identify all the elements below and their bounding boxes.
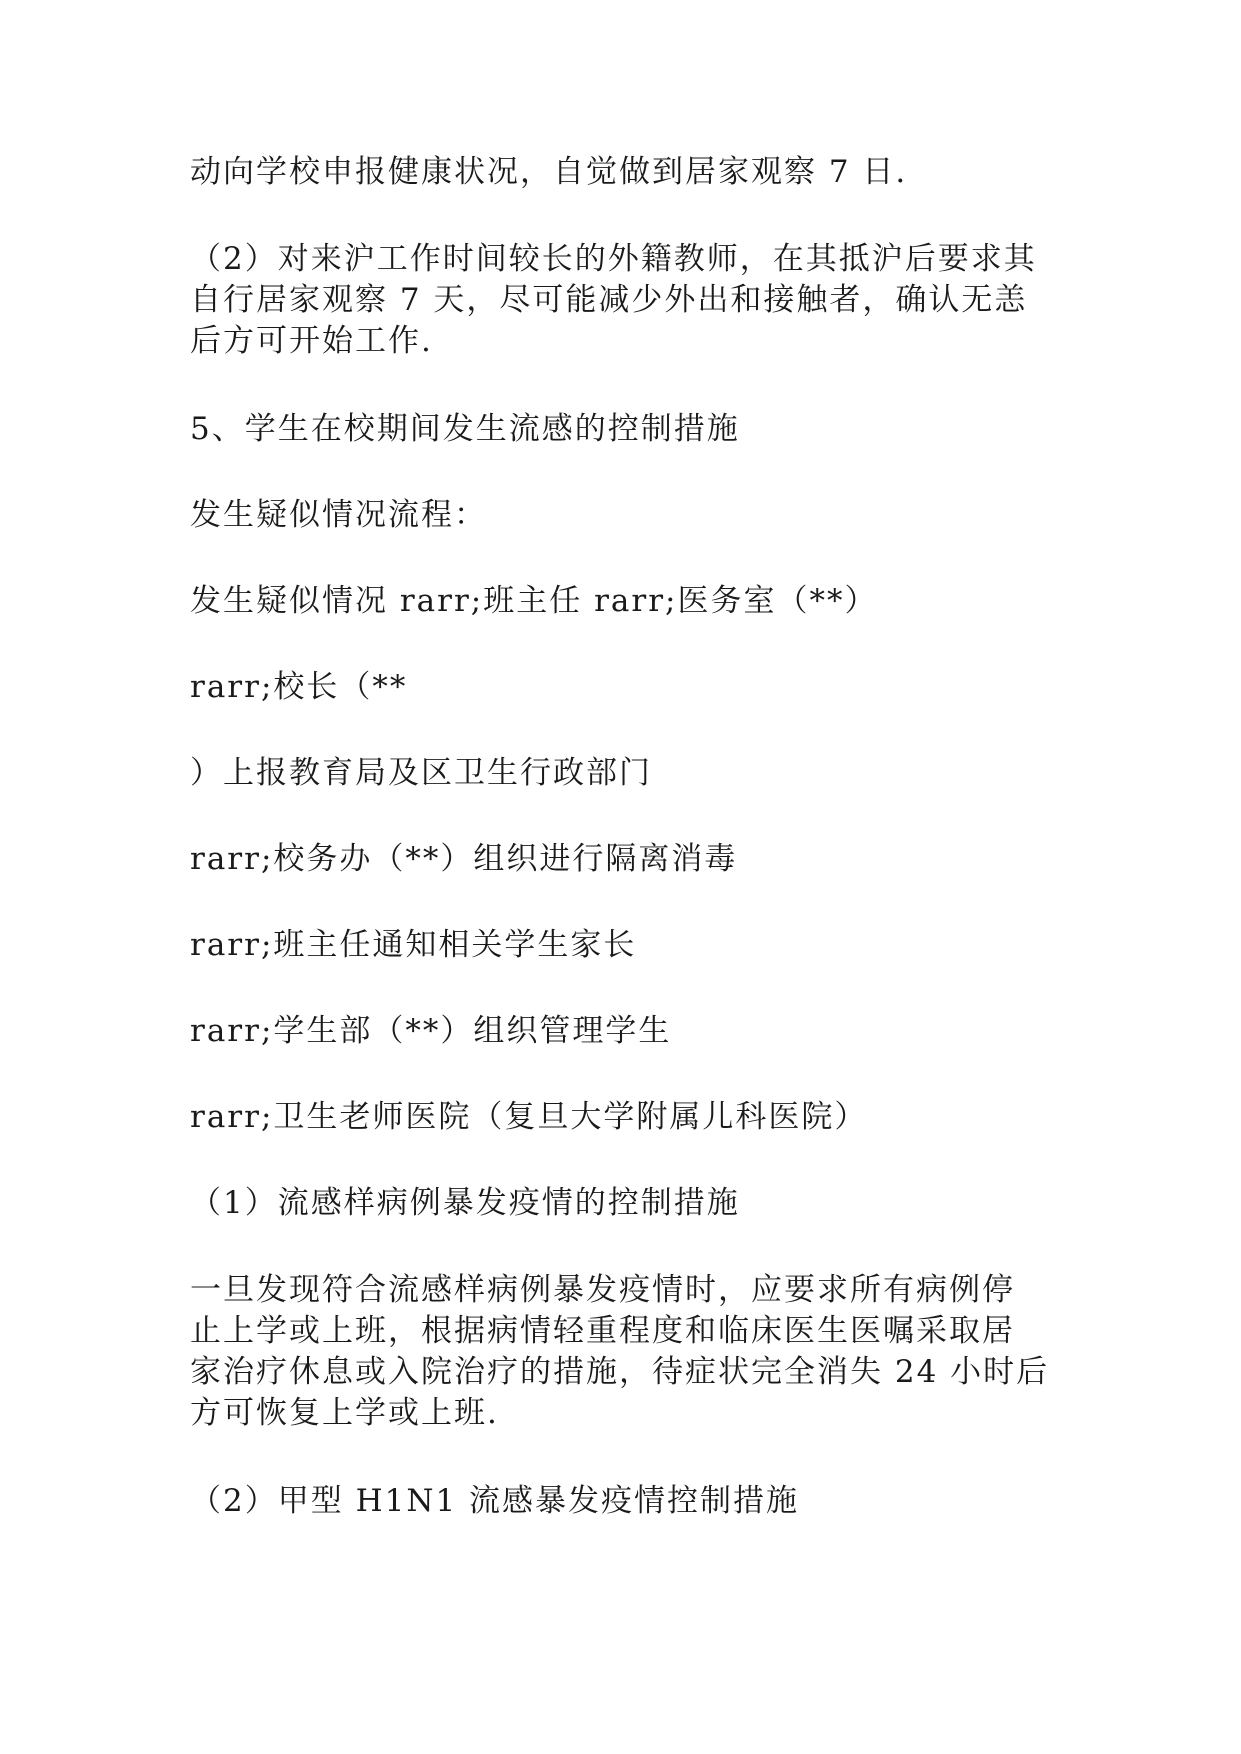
process-step-disinfection: rarr;校务办（**）组织进行隔离消毒 — [190, 841, 738, 877]
subsection-heading-h1n1-outbreak: （2）甲型 H1N1 流感暴发疫情控制措施 — [190, 1483, 800, 1519]
paragraph-foreign-teachers: （2）对来沪工作时间较长的外籍教师，在其抵沪后要求其 自行居家观察 7 天，尽可能减少外出和接触者，确认无恙 后方可开始工作. — [190, 241, 1037, 359]
process-step-hospital: rarr;卫生老师医院（复旦大学附属儿科医院） — [190, 1099, 868, 1135]
paragraph-suspected-process-heading: 发生疑似情况流程： — [190, 497, 487, 533]
process-step-notify-parents: rarr;班主任通知相关学生家长 — [190, 927, 637, 963]
paragraph-home-observation: 动向学校申报健康状况，自觉做到居家观察 7 日. — [190, 154, 908, 190]
paragraph-ili-outbreak-measures: 一旦发现符合流感样病例暴发疫情时，应要求所有病例停 止上学或上班，根据病情轻重程度和临床医生医嘱采取居 家治疗休息或入院治疗的措施，待症状完全消失 24 小时后 方可恢复上学或上班. — [190, 1272, 1050, 1431]
process-step-principal: rarr;校长（** — [190, 669, 408, 705]
process-step-student-department: rarr;学生部（**）组织管理学生 — [190, 1013, 672, 1049]
process-step-report-bureau: ）上报教育局及区卫生行政部门 — [190, 755, 652, 791]
section-heading-flu-control: 5、学生在校期间发生流感的控制措施 — [190, 411, 740, 447]
subsection-heading-ili-outbreak: （1）流感样病例暴发疫情的控制措施 — [190, 1185, 740, 1221]
process-step-class-teacher: 发生疑似情况 rarr;班主任 rarr;医务室（**） — [190, 583, 878, 619]
